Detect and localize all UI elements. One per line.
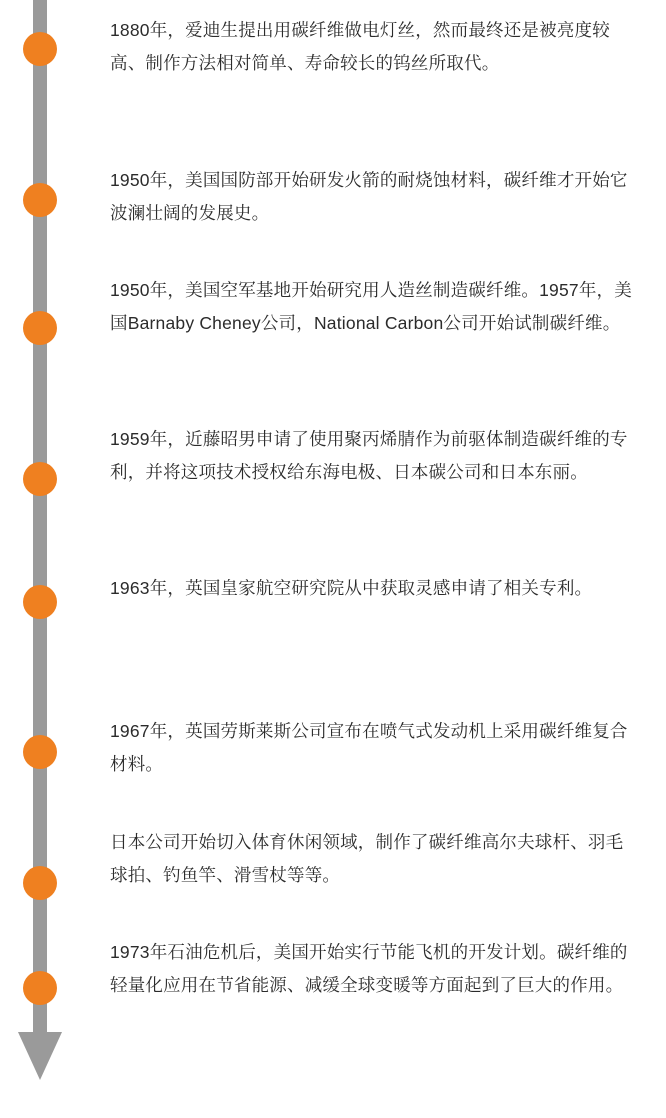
timeline-arrow-icon [18,1032,62,1080]
timeline-entry-text: 日本公司开始切入体育休闲领域，制作了碳纤维高尔夫球杆、羽毛球拍、钓鱼竿、滑雪杖等等。 [110,832,624,885]
timeline-marker-dot [23,462,57,496]
timeline-entry-text: 1959年，近藤昭男申请了使用聚丙烯腈作为前驱体制造碳纤维的专利，并将这项技术授权给东海电极、日本碳公司和日本东丽。 [110,429,628,482]
timeline-marker-dot [23,971,57,1005]
timeline-marker-dot [23,183,57,217]
timeline-entry-text: 1973年石油危机后，美国开始实行节能飞机的开发计划。碳纤维的轻量化应用在节省能源、减缓全球变暖等方面起到了巨大的作用。 [110,942,628,995]
timeline-marker-dot [23,866,57,900]
timeline-entry-text: 1967年，英国劳斯莱斯公司宣布在喷气式发动机上采用碳纤维复合材料。 [110,721,628,774]
timeline-marker-dot [23,311,57,345]
timeline-marker-dot [23,585,57,619]
timeline-entry-text: 1950年，美国空军基地开始研究用人造丝制造碳纤维。1957年，美国Barnaby Cheney公司，National Carbon公司开始试制碳纤维。 [110,280,632,333]
timeline-entry-text: 1950年，美国国防部开始研发火箭的耐烧蚀材料，碳纤维才开始它波澜壮阔的发展史。 [110,170,628,223]
timeline-marker-dot [23,735,57,769]
timeline-marker-dot [23,32,57,66]
timeline-entry-text: 1880年，爱迪生提出用碳纤维做电灯丝，然而最终还是被亮度较高、制作方法相对简单、寿命较长的钨丝所取代。 [110,20,610,73]
timeline-entry-text: 1963年，英国皇家航空研究院从中获取灵感申请了相关专利。 [110,578,593,598]
